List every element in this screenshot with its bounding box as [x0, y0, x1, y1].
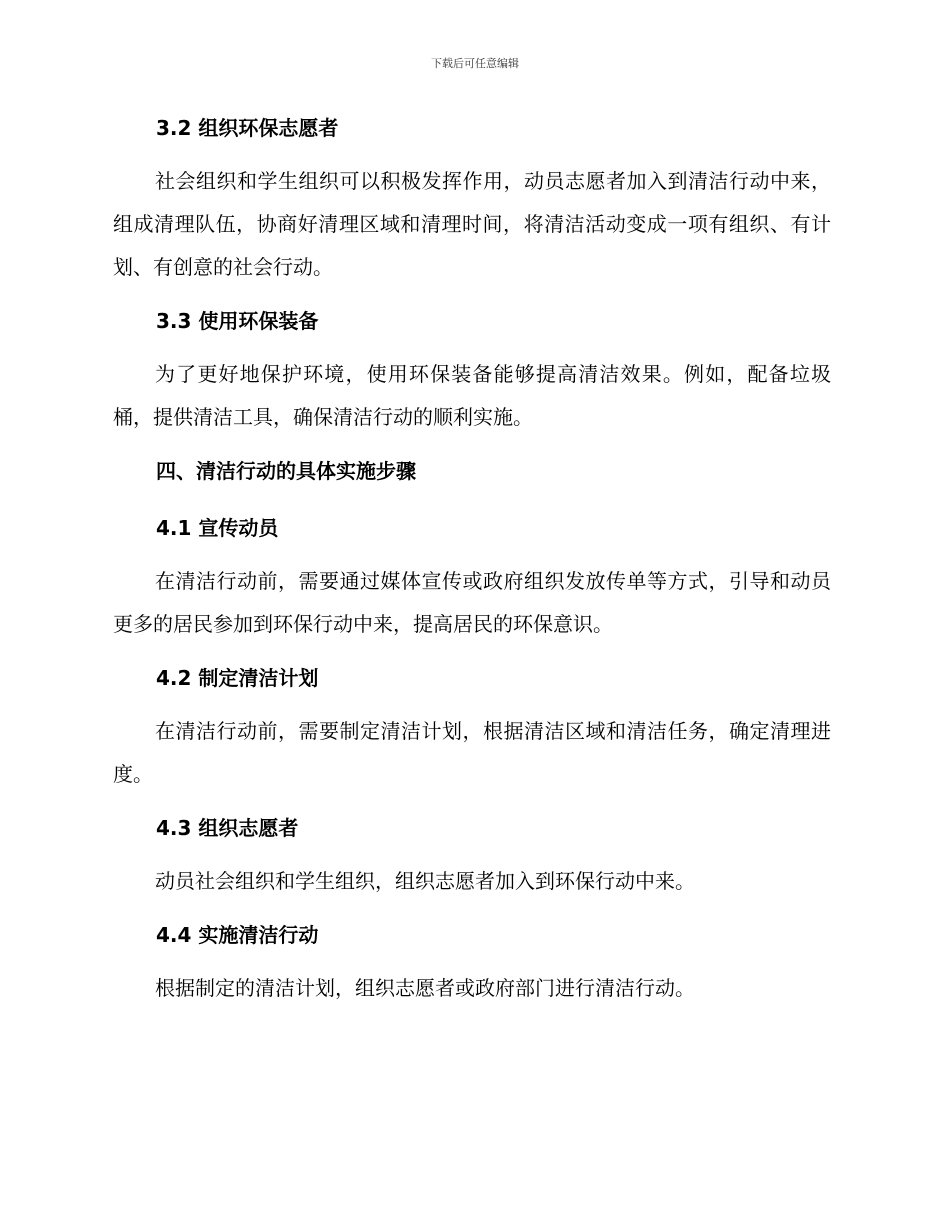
section-heading-4-3: 4.3 组织志愿者	[156, 816, 299, 840]
section-heading-4-2: 4.2 制定清洁计划	[156, 666, 319, 690]
section-paragraph-4-1: 在清洁行动前，需要通过媒体宣传或政府组织发放传单等方式，引导和动员更多的居民参加到环保行动中来，提高居民的环保意识。	[113, 569, 831, 636]
section-paragraph-4-3: 动员社会组织和学生组织，组织志愿者加入到环保行动中来。	[155, 869, 695, 893]
section-paragraph-4-2: 在清洁行动前，需要制定清洁计划，根据清洁区域和清洁任务，确定清理进度。	[113, 719, 831, 786]
document-body	[113, 110, 831, 1010]
page-header: 下载后可任意编辑	[431, 57, 519, 70]
section-heading-4-4: 4.4 实施清洁行动	[156, 923, 319, 947]
chapter-heading-4: 四、清洁行动的具体实施步骤	[156, 459, 416, 483]
section-paragraph-3-2: 社会组织和学生组织可以积极发挥作用，动员志愿者加入到清洁行动中来，组成清理队伍，协商好清理区域和清理时间，将清洁活动变成一项有组织、有计划、有创意的社会行动。	[113, 169, 831, 279]
section-heading-3-3: 3.3 使用环保装备	[156, 309, 319, 333]
section-paragraph-4-4: 根据制定的清洁计划，组织志愿者或政府部门进行清洁行动。	[155, 976, 695, 1000]
section-paragraph-3-3: 为了更好地保护环境，使用环保装备能够提高清洁效果。例如，配备垃圾桶，提供清洁工具，确保清洁行动的顺利实施。	[113, 362, 831, 429]
section-heading-4-1: 4.1 宣传动员	[156, 516, 279, 540]
section-heading-3-2: 3.2 组织环保志愿者	[156, 116, 339, 140]
